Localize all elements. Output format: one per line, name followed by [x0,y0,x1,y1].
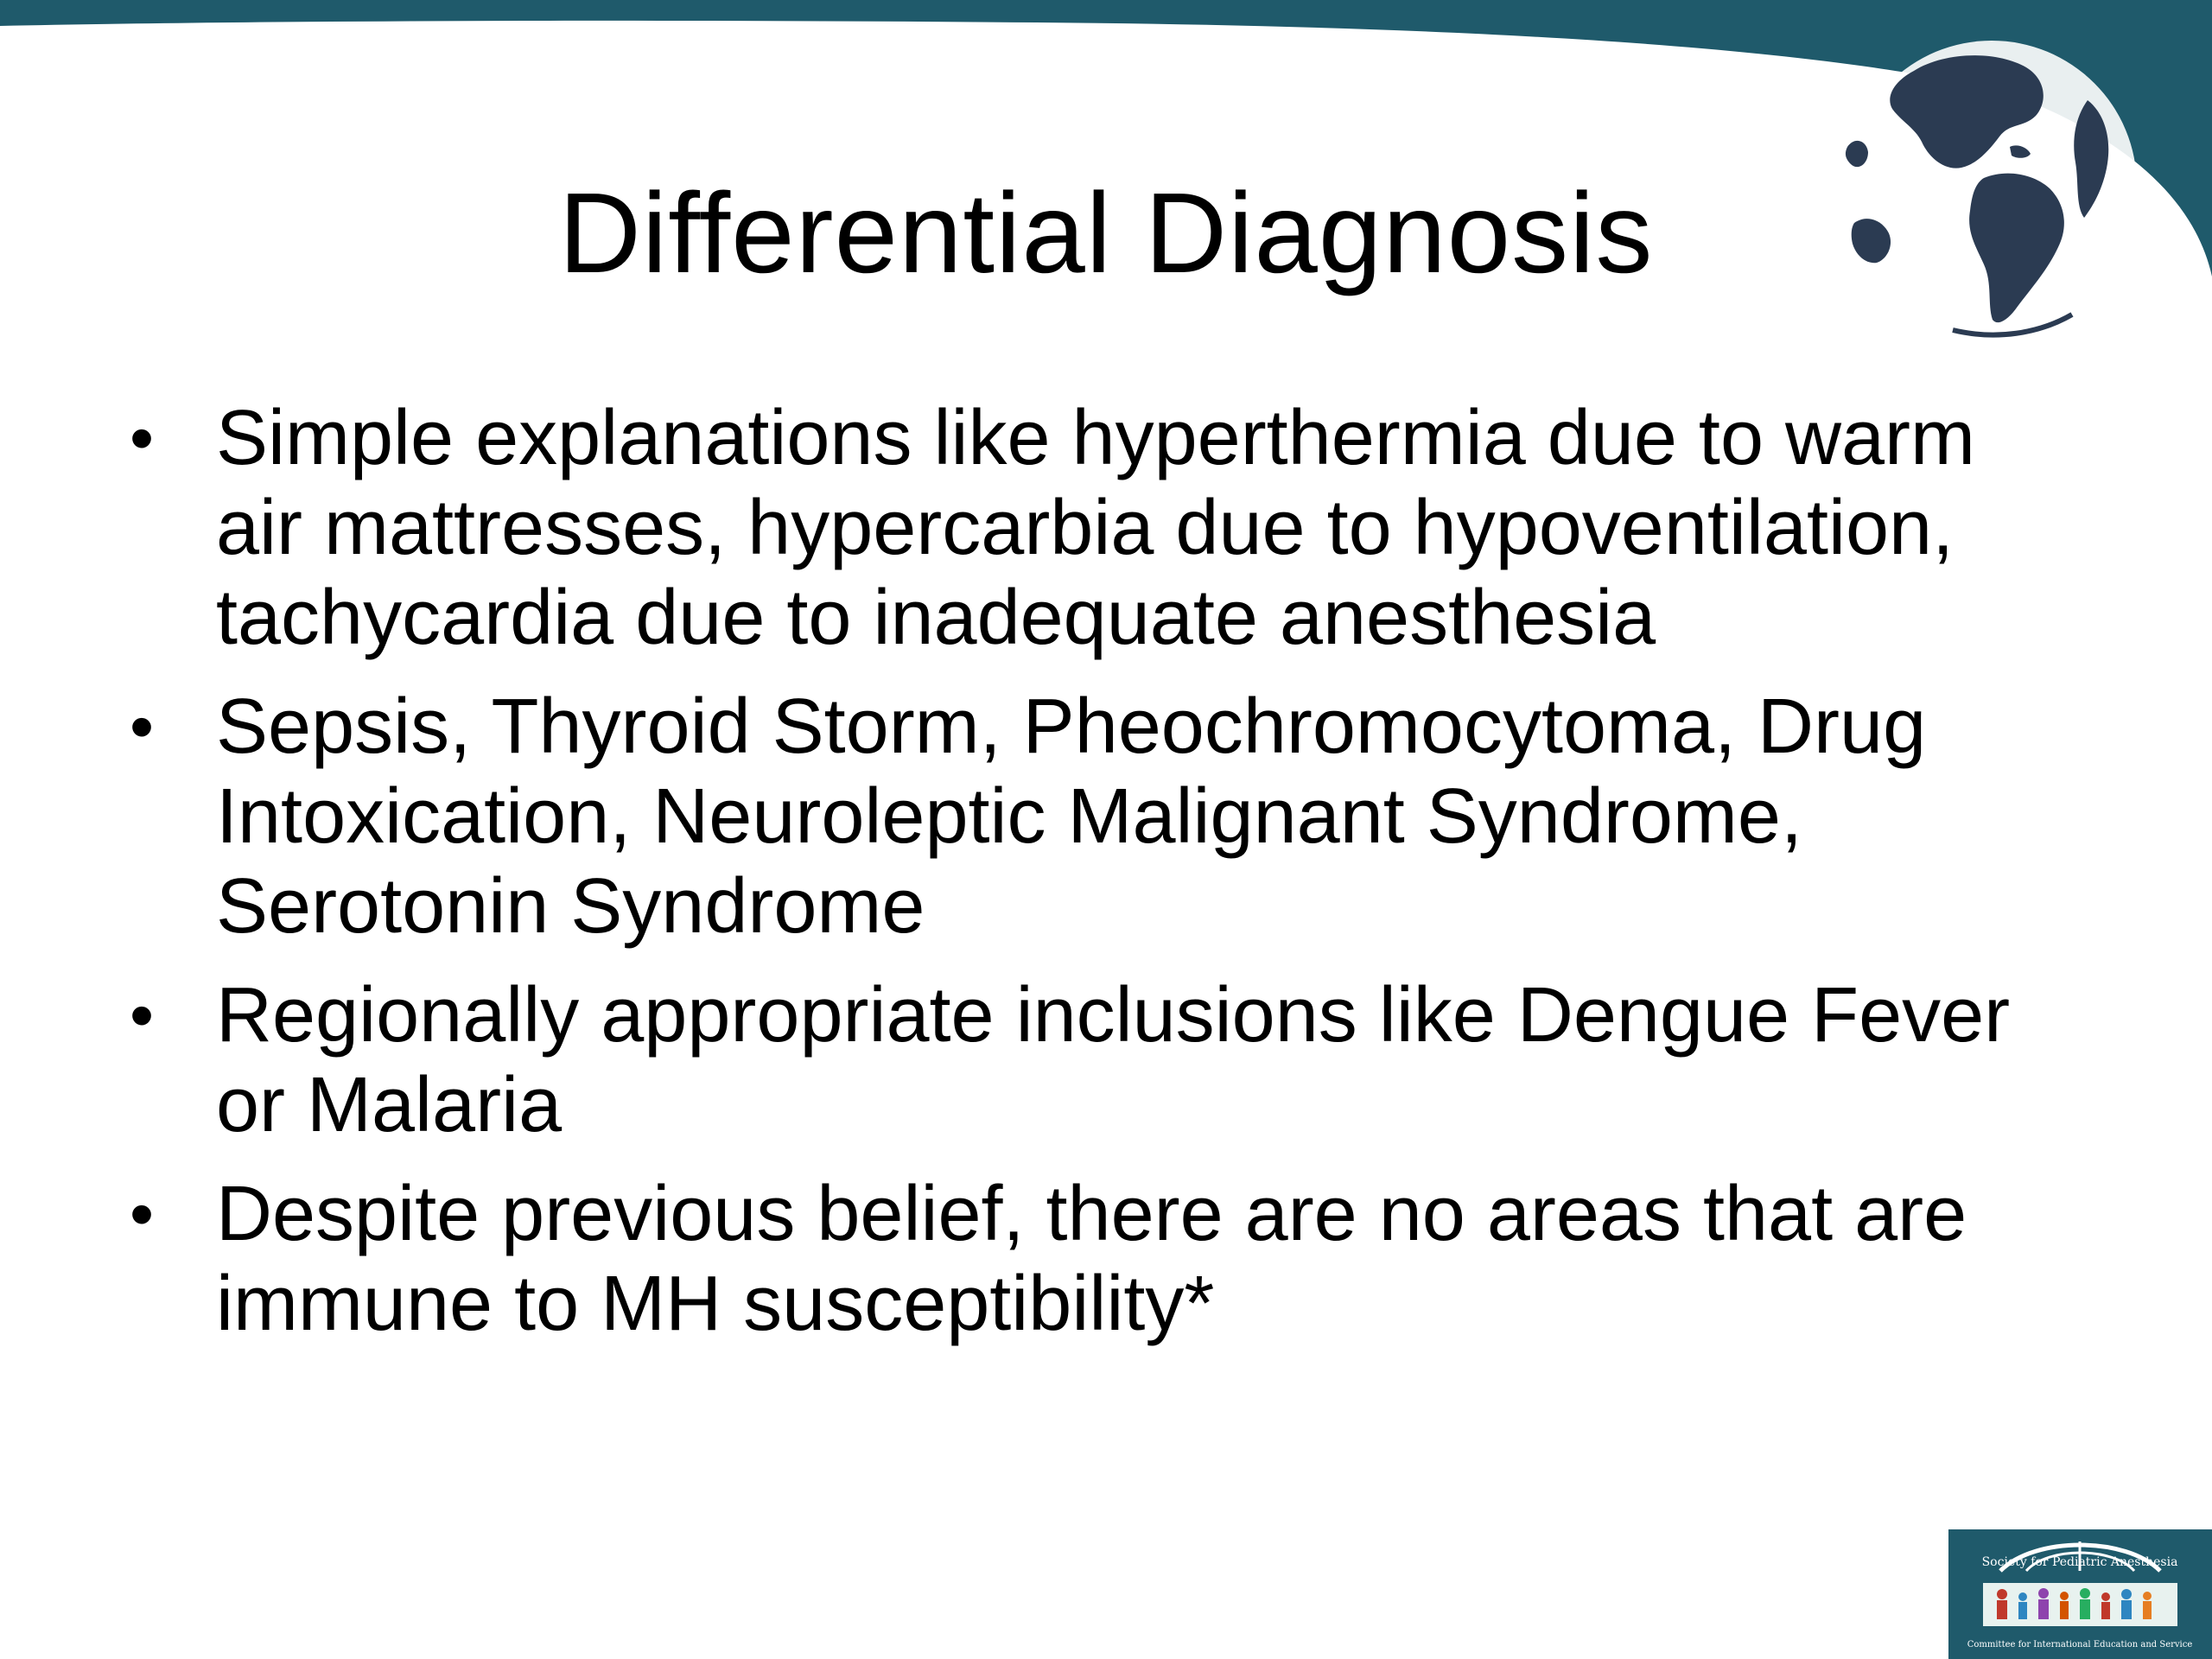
bullet-text: Despite previous belief, there are no areas that are immune to MH susceptibility* [216,1171,1967,1347]
spa-logo-icon [1948,1529,2212,1659]
bullet-item [130,970,2074,1150]
bullet-item [130,1169,2074,1349]
bullet-text: Regionally appropriate inclusions like Dengue Fever or Malaria [216,972,2011,1148]
bullet-item [130,682,2074,951]
bullet-marker: • [130,688,155,765]
bullet-text: Sepsis, Thyroid Storm, Pheochromocytoma, Drug Intoxication, Neuroleptic Malignant Syndrome, Serotonin Syndrome [216,683,1927,950]
bullet-marker: • [130,976,155,1053]
bullet-marker: • [130,1175,155,1252]
bullet-marker: • [130,399,155,476]
svg-text:Committee for International Ed: Committee for International Education and Service [1967,1640,2193,1649]
bullet-item [130,393,2074,663]
svg-text:Society for Pediatric Anesthes: Society for Pediatric Anesthesia [1981,1555,2178,1569]
bullet-text: Simple explanations like hyperthermia due to warm air mattresses, hypercarbia due to hypoventilation, tachycardia due to inadequate anesthesia [216,395,1975,661]
bullet-list [130,393,2074,1368]
slide-title: Differential Diagnosis [558,169,1654,296]
